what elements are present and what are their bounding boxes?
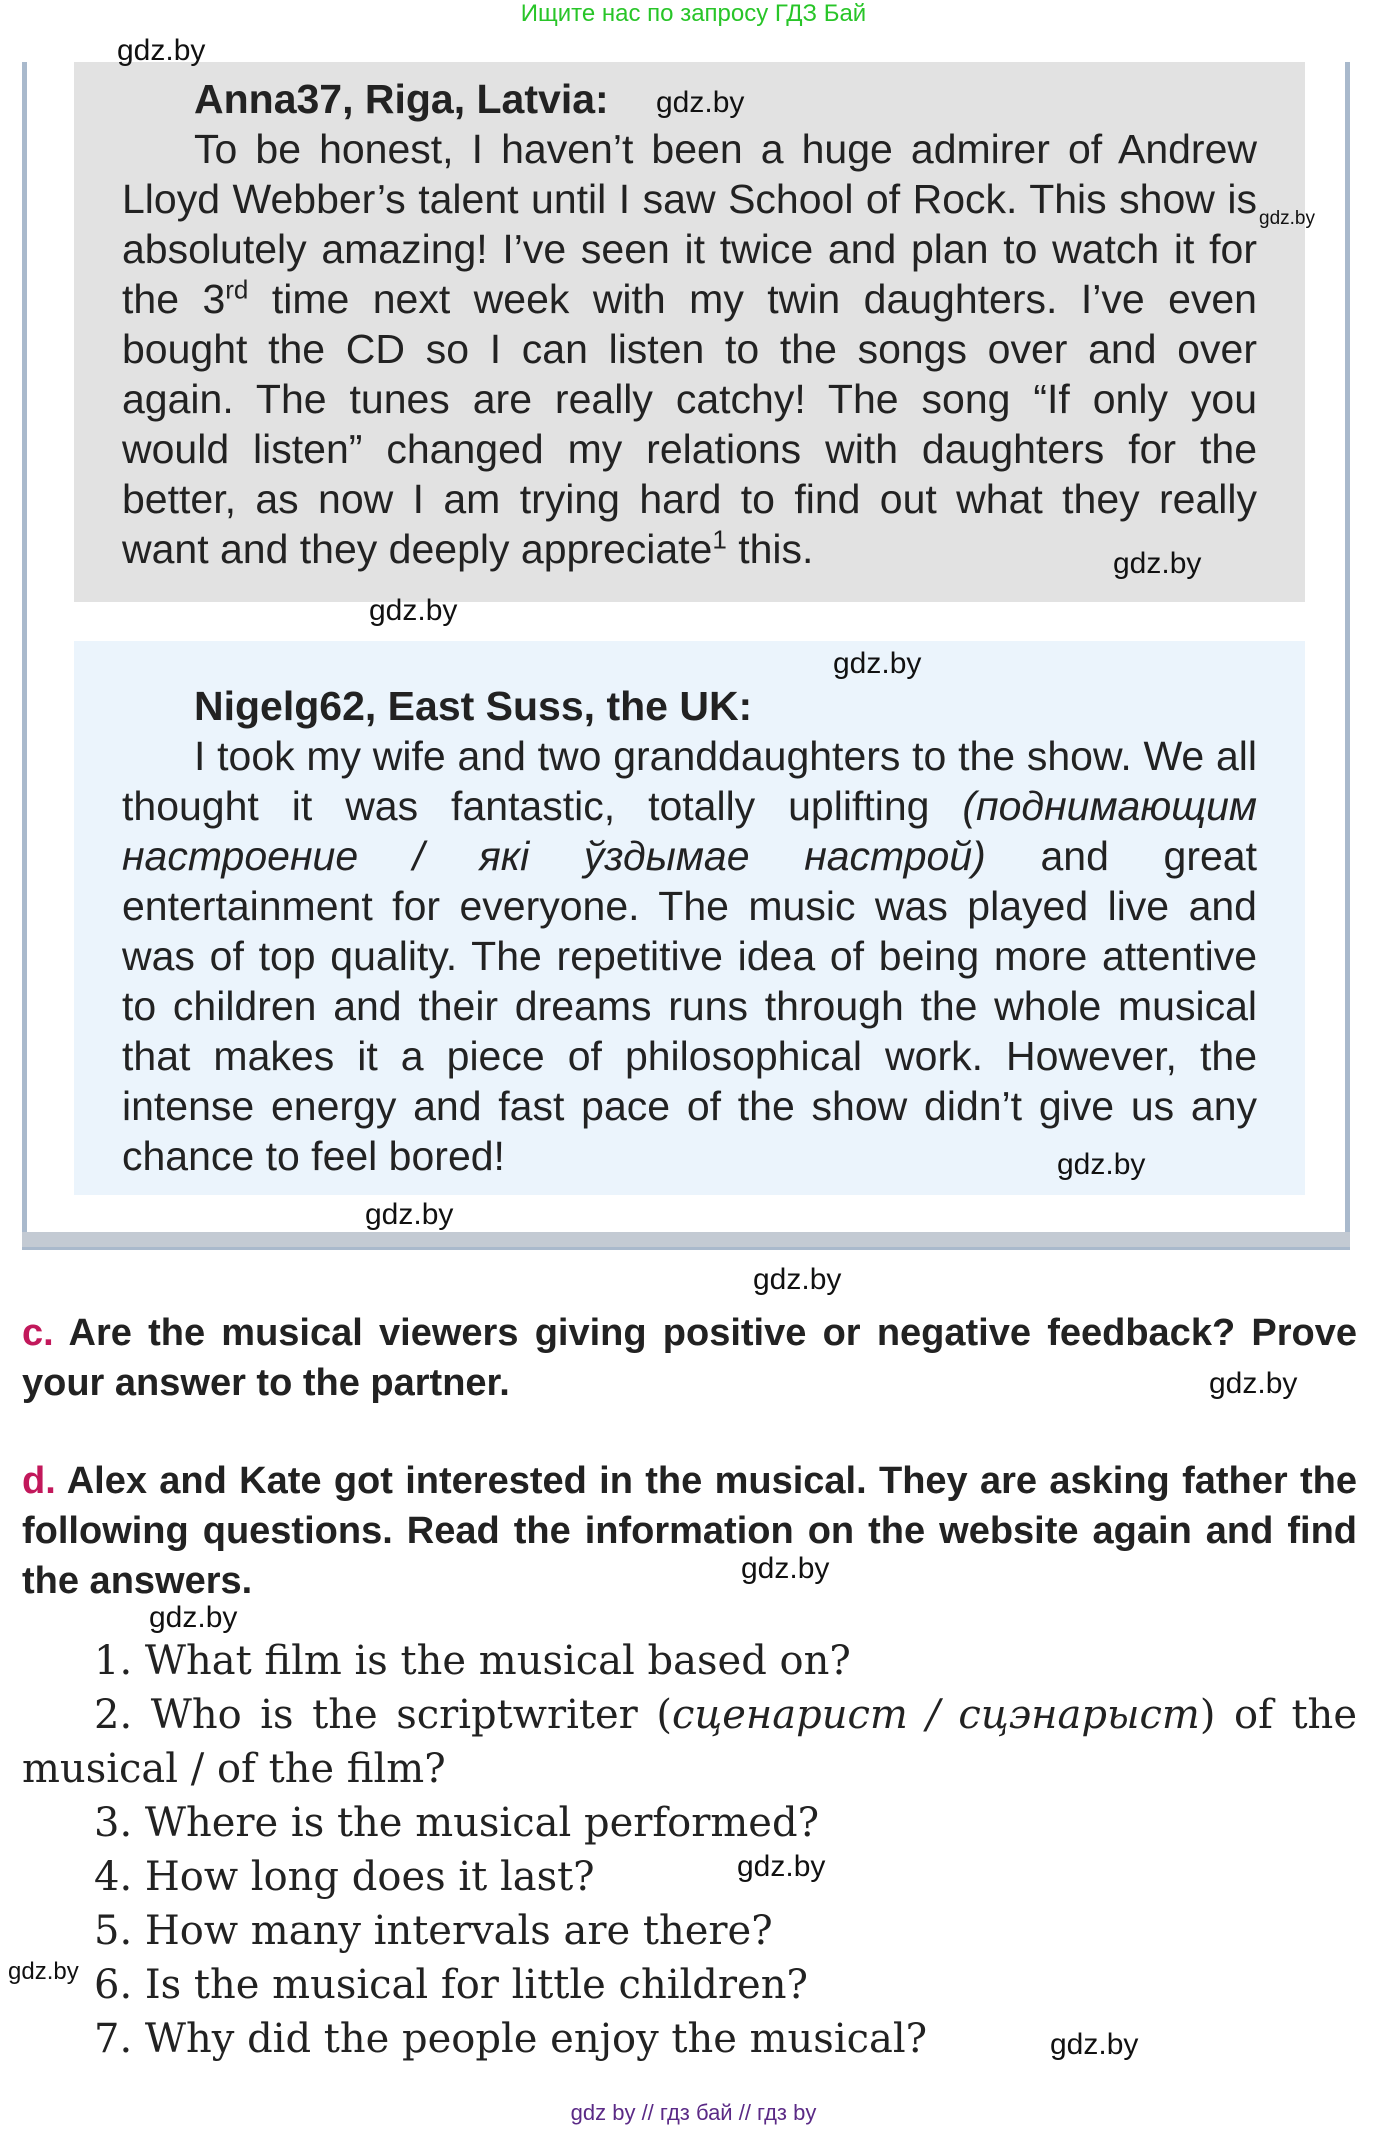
question-item: 4. How long does it last? (94, 1854, 595, 1900)
watermark: gdz.by (1209, 1367, 1298, 1400)
watermark: gdz.by (8, 1958, 79, 1985)
watermark: gdz.by (741, 1552, 830, 1585)
question-item: 5. How many intervals are there? (94, 1908, 773, 1954)
watermark: gdz.by (656, 86, 745, 119)
question-list (22, 1634, 1357, 2066)
question-item: 7. Why did the people enjoy the musical? (94, 2016, 928, 2062)
question-item: 3. Where is the musical performed? (94, 1800, 820, 1846)
watermark: gdz.by (1113, 547, 1202, 580)
watermark: gdz.by (365, 1198, 454, 1231)
question-item: 1. What film is the musical based on? (94, 1638, 851, 1684)
watermark: gdz.by (737, 1850, 826, 1883)
website-frame-bottom (22, 1232, 1350, 1250)
watermark: gdz.by (833, 647, 922, 680)
review-nigel (74, 641, 1305, 1195)
watermark: gdz.by (1259, 208, 1315, 229)
review-text: To be honest, I haven’t been a huge admirer of Andrew Lloyd Webber’s talent until I saw School of Rock. This show is absolutely amazing! I’ve seen it twice and plan to watch it for the 3rd time next week with my twin daughters. I’ve even bought the CD so I can listen to the songs over and over again. The tunes are really catchy! The song “If only you would listen” changed my relations with daughters for the better, as now I am trying hard to find out what they really want and they deeply appreciate$^1$ this. (122, 126, 1257, 572)
top-banner: Ищите нас по запросу ГДЗ Бай (520, 0, 867, 27)
review-text: I took my wife and two granddaughters to the show. We all thought it was fantastic, totally uplifting (поднимающим настроение / які ўздымае настрой) and great entertainment for everyone. The music was played live and was of top quality. The repetitive idea of being more attentive to children and their dreams runs through the whole musical that makes it a piece of philosophical work. However, the intense energy and fast pace of the show didn’t give us any chance to feel bored! (122, 733, 1257, 1179)
review-author: Anna37, Riga, Latvia: (194, 76, 609, 122)
question-item: 6. Is the musical for little children? (94, 1962, 808, 2008)
review-author: Nigelg62, East Suss, the UK: (194, 683, 753, 729)
review-anna (74, 62, 1305, 602)
watermark: gdz.by (369, 594, 458, 627)
watermark: gdz.by (149, 1601, 238, 1634)
watermark: gdz.by (1057, 1148, 1146, 1181)
footer-links: gdz by // гдз бай // гдз by (570, 2100, 817, 2125)
watermark: gdz.by (1050, 2028, 1139, 2061)
task-d: d. Alex and Kate got interested in the musical. They are asking father the following questions. Read the information on the website again and find the answers. (22, 1460, 1357, 1602)
question-item: 2. Who is the scriptwriter (сценарист / сцэнарыст) of the musical / of the film? (22, 1692, 1357, 1792)
task-c: c. Are the musical viewers giving positive or negative feedback? Prove your answer to the partner. (22, 1312, 1357, 1404)
watermark: gdz.by (753, 1263, 842, 1296)
watermark: gdz.by (117, 34, 206, 67)
